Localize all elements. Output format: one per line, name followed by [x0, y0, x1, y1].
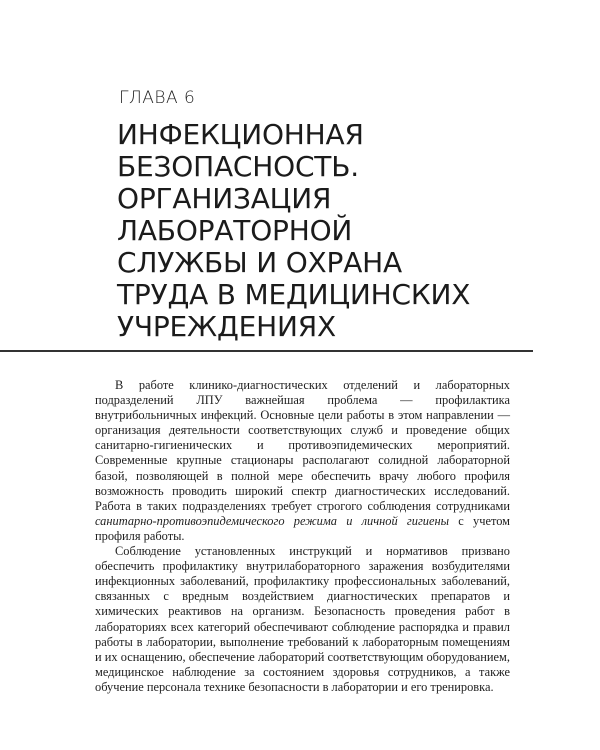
chapter-title-line: СЛУЖБЫ И ОХРАНА [117, 246, 402, 279]
chapter-title-line: УЧРЕЖДЕНИЯХ [117, 310, 336, 343]
chapter-title-line: БЕЗОПАСНОСТЬ. [117, 150, 359, 183]
chapter-title-line: ОРГАНИЗАЦИЯ [117, 182, 332, 215]
chapter-title-line: ИНФЕКЦИОННАЯ [117, 118, 364, 151]
chapter-label: ГЛАВА 6 [119, 88, 196, 108]
paragraph [95, 378, 510, 544]
paragraph: Соблюдение установленных инструкций и нормативов призвано обеспечить профилактику внутрилабораторного заражения возбудителями инфекционных заболеваний, профилактику профессиональных заболеваний, связанных с вредным воздействием диагностических препаратов и химических реактивов на организм. Безопасность проведения работ в лабораториях всех категорий обеспечивают соблюдение распорядка и правил работы в лаборатории, выполнение требований к лабораторным помещениям и их оснащению, обеспечение лабораторий соответствующим оборудованием, медицинское наблюдение за состоянием здоровья сотрудников, а также обучение персонала технике безопасности в лаборатории и его тренировка. [95, 544, 510, 694]
paragraph-text: с учетом профиля работы. [95, 513, 510, 543]
paragraph-text: В работе клинико-диагностических отделений и лабораторных подразделений ЛПУ важнейшая проблема — профилактика внутрибольничных инфекций. Основные цели работы в этом направлении — организация деятельности соответствующих служб и проведение общих санитарно-гигиенических и противоэпидемических мероприятий. Современные крупные стационары располагают солидной лабораторной базой, позволяющей в полной мере обеспечить врачу любого профиля возможность проводить широкий спектр диагностических исследований. Работа в таких подразделениях требует строгого соблюдения сотрудниками [95, 378, 510, 513]
chapter-title [117, 119, 517, 343]
body-text [95, 378, 510, 695]
paragraph-emphasis: санитарно-противоэпидемического режима и личной гигиены [95, 513, 450, 528]
title-divider [0, 350, 533, 352]
chapter-title-line: ЛАБОРАТОРНОЙ [117, 214, 353, 247]
chapter-title-line: ТРУДА В МЕДИЦИНСКИХ [117, 278, 471, 311]
